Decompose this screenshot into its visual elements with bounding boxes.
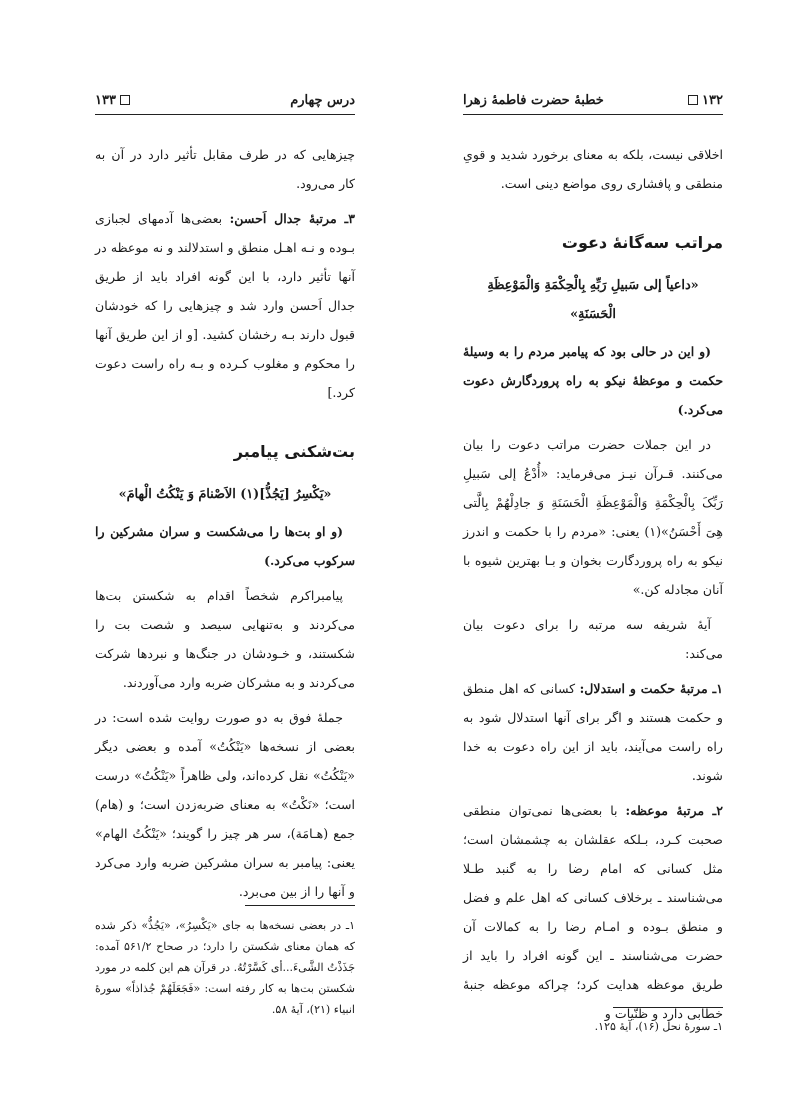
book-title: خطبهٔ حضرت فاطمهٔ زهرا — [463, 92, 604, 108]
verse: «یَکْسِرُ [یَجُذُّ](۱) الاَصْنامَ وَ یَنْکُتُ الْهامَ» — [118, 487, 332, 502]
header-rule — [463, 114, 723, 115]
translation: (و او بت‌ها را می‌شکست و سران مشرکین را سرکوب می‌کرد.) — [95, 524, 355, 568]
verse: «داعیاً إلی سَبیلِ رَبِّهِ بِالْحِکْمَةِ وَالْمَوْعِظَةِ الْحَسَنَةِ» — [487, 278, 699, 322]
page-header — [463, 90, 723, 110]
footnote: ۱ـ در بعضی نسخه‌ها به جای «یَکْسِرُ»، «یَجُذُّ» ذکر شده که همان معنای شکستن را دارد؛ در صحاح ۵۶۱/۲ آمده: جَذَذْتُ الشَّیءَ...أی کَسَّرْتُهُ. در قرآن هم این کلمه در مورد شکستن بت‌ها به کار رفته است: «فَجَعَلَهُمْ جُذاذاً» سورهٔ انبیاء (۲۱)، آیهٔ ۵۸. — [95, 919, 355, 1016]
paragraph: آیهٔ شریفه سه مرتبه را برای دعوت بیان می‌کند: — [463, 617, 723, 661]
footnote-rule — [245, 905, 355, 906]
page-number: ۱۳۳ — [95, 92, 116, 108]
header-rule — [95, 114, 355, 115]
paragraph: جملهٔ فوق به دو صورت روایت شده است: در بعضی از نسخه‌ها «یَنْکُتُ» آمده و بعضی دیگر «یَنْکُتُ» نقل کرده‌اند، ولی ظاهراً «یَنْکُتُ» درست است؛ «نَکْتُ» به معنای ضربه‌زدن است؛ و (هام) جمع (هـامَة)، سر هر چیز را گویند؛ «یَنْکُتُ الهام» یعنی: پیامبر به سران مشرکین ضربه وارد می‌کرد و آنها را از بین می‌برد. — [95, 710, 355, 899]
page-header — [95, 90, 355, 110]
paragraph-item-1 — [463, 674, 723, 790]
item-label: ۲ـ مرتبهٔ موعظه: — [625, 803, 723, 818]
translation: (و این در حالی بود که پیامبر مردم را به وسیلهٔ حکمت و موعظهٔ نیکو به راه پروردگارش دعوت می‌کرد.) — [463, 344, 723, 417]
page-number-group — [95, 93, 130, 108]
paragraph-item-2 — [463, 796, 723, 1028]
page-body — [95, 140, 355, 912]
paragraph: در این جملات حضرت مراتب دعوت را بیان می‌کنند. قـرآن نیـز می‌فرماید: «أُدْعُ إلی سَبیلِ رَبِّکَ بِالْحِکْمَةِ وَالْمَوْعِظَةِ الْحَسَنَةِ وَ جادِلْهُمْ بِالَّتی هِیَ أَحْسَنُ»(۱) یعنی: «مردم را با حکمت و اندرز نیکو به راه پروردگارت بخوان و بـا بهترین شیوه با آنان مجادله کن.» — [463, 437, 723, 597]
paragraph: چیزهایی که در طرف مقابل تأثیر دارد در آن به کار می‌رود. — [95, 147, 355, 191]
lesson-title: درس چهارم — [290, 92, 355, 108]
paragraph: اخلاقی نیست، بلکه به معنای برخورد شدید و قویِ منطقی و پافشاری روی مواضع دینی است. — [463, 147, 723, 191]
left-page — [95, 0, 355, 1100]
footnote: ۱ـ سورهٔ نحل (۱۶)، آیهٔ ۱۲۵. — [594, 1020, 723, 1033]
item-text: منطق و استدلالند و نه موعظه در آنها تأثیر دارد، با این گونه افراد باید از طریق جدال اَحسن وارد شد و چیزهایی را که خودشان قبول دارند بـه رخشان کشید. [و از این طریق آنها را محکوم و مغلوب کـرده و بـه راه راست دعوت کرد.] — [95, 240, 355, 400]
page-number-group — [688, 93, 723, 108]
square-icon — [688, 95, 698, 105]
footnote-rule — [613, 1007, 723, 1008]
section-title: مراتب سه‌گانهٔ دعوت — [561, 233, 723, 252]
item-text: کسانی که اهل منطق و حکمت هستند و اگر برای آنها استدلال شود به راه راست می‌آیند، باید از این راه دعوت به خدا شوند. — [463, 681, 723, 783]
item-lead: بعضی‌ها آدمهای لجبازی بـوده و نـه اهـل — [95, 211, 355, 255]
page-body — [463, 140, 723, 1034]
item-text: با بعضی‌ها نمی‌توان منطقی صحبت کـرد، بـلکه عقلشان به چشمشان است؛ مثل کسانی که امام رضا را به گنبد طـلا می‌شناسند ـ برخلاف کسانی که اهل علم و فضل و منطق بـوده و امـام رضا را به کمالات آن حضرت می‌شناسند ـ این گونه افراد را باید از طریق موعظه هدایت کرد؛ چراکه موعظه جنبهٔ خطابی دارد و ظنّیات و — [463, 803, 723, 1021]
square-icon — [120, 95, 130, 105]
paragraph-item-3 — [95, 204, 355, 407]
paragraph: پیامبراکرم شخصاً اقدام به شکستن بت‌ها می‌کردند و به‌تنهایی سیصد و شصت بت را شکستند، و خـودشان در جنگ‌ها و نبردها شرکت می‌کردند و به مشرکان ضربه وارد می‌آوردند. — [95, 588, 355, 690]
item-label: ۱ـ مرتبهٔ حکمت و استدلال: — [579, 681, 723, 696]
item-label: ۳ـ مرتبهٔ جدال اَحسن: — [229, 211, 355, 226]
page-number: ۱۳۲ — [702, 92, 723, 108]
section-title: بت‌شکنی پیامبر — [233, 442, 355, 461]
right-page — [463, 0, 723, 1100]
